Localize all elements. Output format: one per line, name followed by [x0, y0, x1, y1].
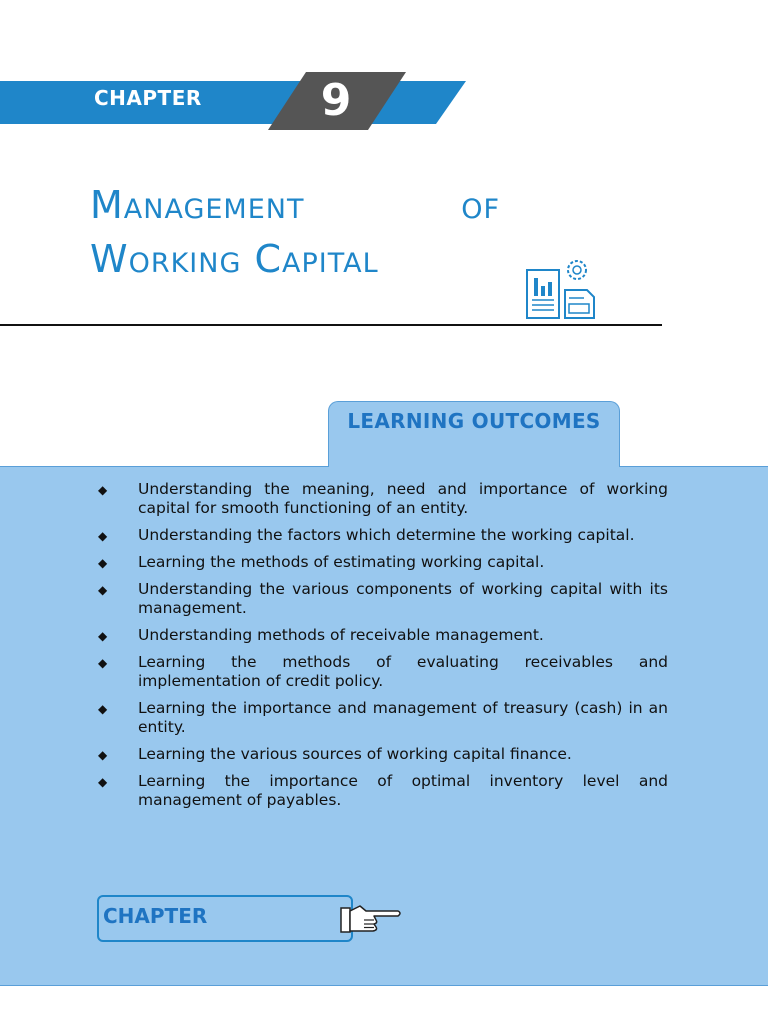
pointing-hand-icon [338, 902, 404, 938]
learning-outcomes-list [98, 480, 668, 818]
list-item: ◆ Understanding the meaning, need and importance of working capital for smooth functioning of an entity. [98, 480, 668, 517]
title-divider [0, 324, 662, 326]
title-line-2: Working Capital [90, 237, 379, 281]
diamond-bullet-icon: ◆ [98, 556, 108, 570]
diamond-bullet-icon: ◆ [98, 775, 108, 789]
diamond-bullet-icon: ◆ [98, 629, 108, 643]
list-item: ◆ Learning the importance of optimal inventory level and management of payables. [98, 772, 668, 809]
chapter-overview-label: CHAPTER [103, 904, 208, 928]
page-title [90, 178, 500, 286]
list-item: ◆ Understanding the factors which determine the working capital. [98, 526, 635, 544]
diamond-bullet-icon: ◆ [98, 483, 108, 497]
diamond-bullet-icon: ◆ [98, 702, 108, 716]
learning-outcomes-tab [328, 401, 620, 467]
title-word-management: Management [90, 183, 305, 227]
learning-outcomes-heading: LEARNING OUTCOMES [347, 409, 601, 433]
list-item: ◆ Understanding the various components of working capital with its management. [98, 580, 668, 617]
diamond-bullet-icon: ◆ [98, 583, 108, 597]
chapter-banner [0, 72, 480, 134]
title-line-1 [90, 178, 500, 232]
chapter-label: CHAPTER [94, 86, 202, 110]
title-word-of: of [461, 183, 500, 227]
list-item: ◆ Understanding methods of receivable management. [98, 626, 544, 644]
diamond-bullet-icon: ◆ [98, 529, 108, 543]
chapter-overview-box [97, 895, 353, 942]
list-item: ◆ Learning the methods of estimating working capital. [98, 553, 545, 571]
diamond-bullet-icon: ◆ [98, 656, 108, 670]
finance-document-icon [524, 256, 598, 322]
diamond-bullet-icon: ◆ [98, 748, 108, 762]
list-item: ◆ Learning the methods of evaluating receivables and implementation of credit policy. [98, 653, 668, 690]
chapter-number: 9 [320, 75, 352, 126]
list-item: ◆ Learning the importance and management of treasury (cash) in an entity. [98, 699, 668, 736]
list-item: ◆ Learning the various sources of working capital finance. [98, 745, 572, 763]
chapter-banner-shape [0, 72, 480, 134]
